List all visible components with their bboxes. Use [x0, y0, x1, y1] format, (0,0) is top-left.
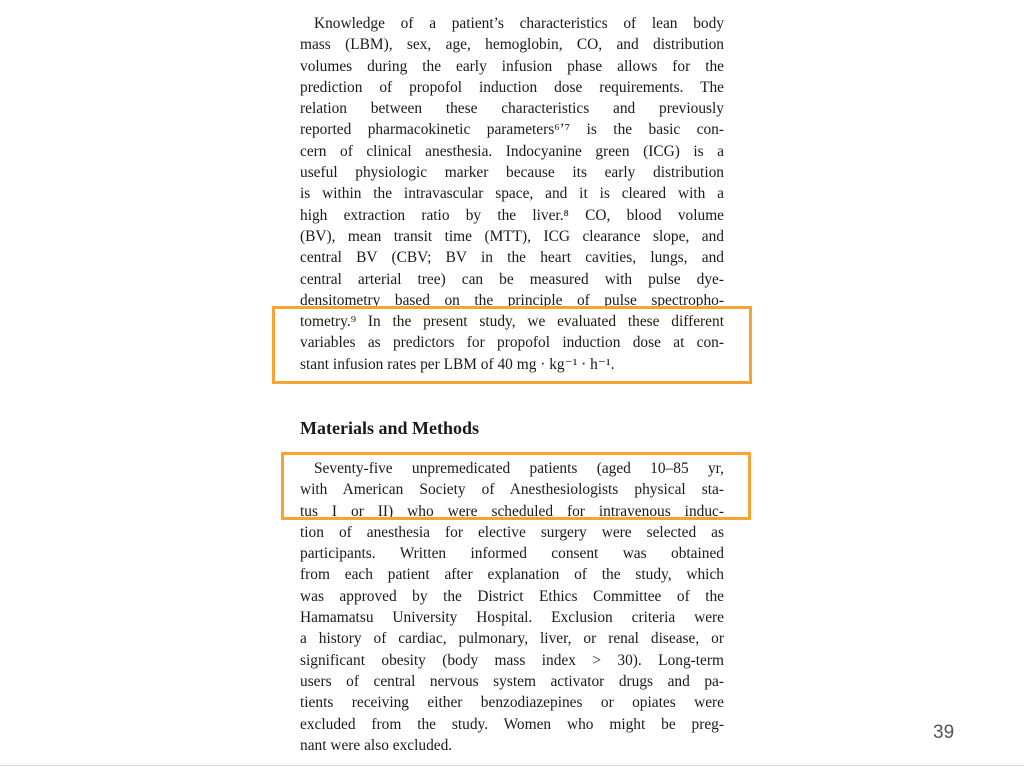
text-line: (BV), mean transit time (MTT), ICG clearance slope, and — [300, 227, 724, 245]
text-line: from each patient after explanation of the study, which — [300, 566, 724, 584]
text-line: users of central nervous system activator drugs and pa- — [300, 672, 724, 690]
text-line: excluded from the study. Women who might be preg- — [300, 715, 724, 733]
text-line: stant infusion rates per LBM of 40 mg · kg⁻¹ · h⁻¹. — [300, 355, 615, 373]
text-line: central arterial tree) can be measured with pulse dye- — [300, 270, 724, 288]
section-heading: Materials and Methods — [300, 418, 479, 438]
text-line: was approved by the District Ethics Committee of the — [300, 587, 724, 605]
text-line: tients receiving either benzodiazepines or opiates were — [300, 694, 724, 712]
text-line: a history of cardiac, pulmonary, liver, or renal disease, or — [300, 630, 724, 648]
text-line: variables as predictors for propofol induction dose at con- — [300, 334, 724, 352]
page-number: 39 — [933, 722, 955, 743]
text-line: useful physiologic marker because its early distribution — [300, 164, 724, 182]
text-line: tus I or II) who were scheduled for intravenous induc- — [300, 502, 724, 520]
text-line: tion of anesthesia for elective surgery were selected as — [300, 523, 724, 541]
text-line: with American Society of Anesthesiologists physical sta- — [300, 481, 724, 499]
text-line: high extraction ratio by the liver.⁸ CO, blood volume — [300, 206, 724, 224]
text-line: cern of clinical anesthesia. Indocyanine green (ICG) is a — [300, 142, 724, 160]
methods-paragraph — [300, 458, 724, 756]
text-line: volumes during the early infusion phase allows for the — [300, 57, 724, 75]
text-line: Knowledge of a patient’s characteristics of lean body — [314, 15, 724, 32]
text-line: Seventy-five unpremedicated patients (aged 10–85 yr, — [314, 460, 724, 477]
text-line: relation between these characteristics and previously — [300, 100, 724, 118]
text-line: reported pharmacokinetic parameters⁶ʼ⁷ is the basic con- — [300, 121, 724, 139]
text-line: participants. Written informed consent was obtained — [300, 545, 724, 563]
text-line: significant obesity (body mass index > 30). Long-term — [300, 651, 724, 669]
text-line: mass (LBM), sex, age, hemoglobin, CO, and distribution — [300, 36, 724, 54]
text-line: is within the intravascular space, and it is cleared with a — [300, 185, 724, 203]
text-line: tometry.⁹ In the present study, we evaluated these different — [300, 313, 724, 331]
text-line: Hamamatsu University Hospital. Exclusion criteria were — [300, 609, 724, 627]
bottom-divider — [0, 765, 1024, 766]
text-line: prediction of propofol induction dose requirements. The — [300, 78, 724, 96]
text-line: central BV (CBV; BV in the heart cavities, lungs, and — [300, 249, 724, 267]
text-line: nant were also excluded. — [300, 736, 453, 754]
text-line: densitometry based on the principle of pulse spectropho- — [300, 291, 724, 309]
intro-paragraph — [300, 13, 724, 375]
